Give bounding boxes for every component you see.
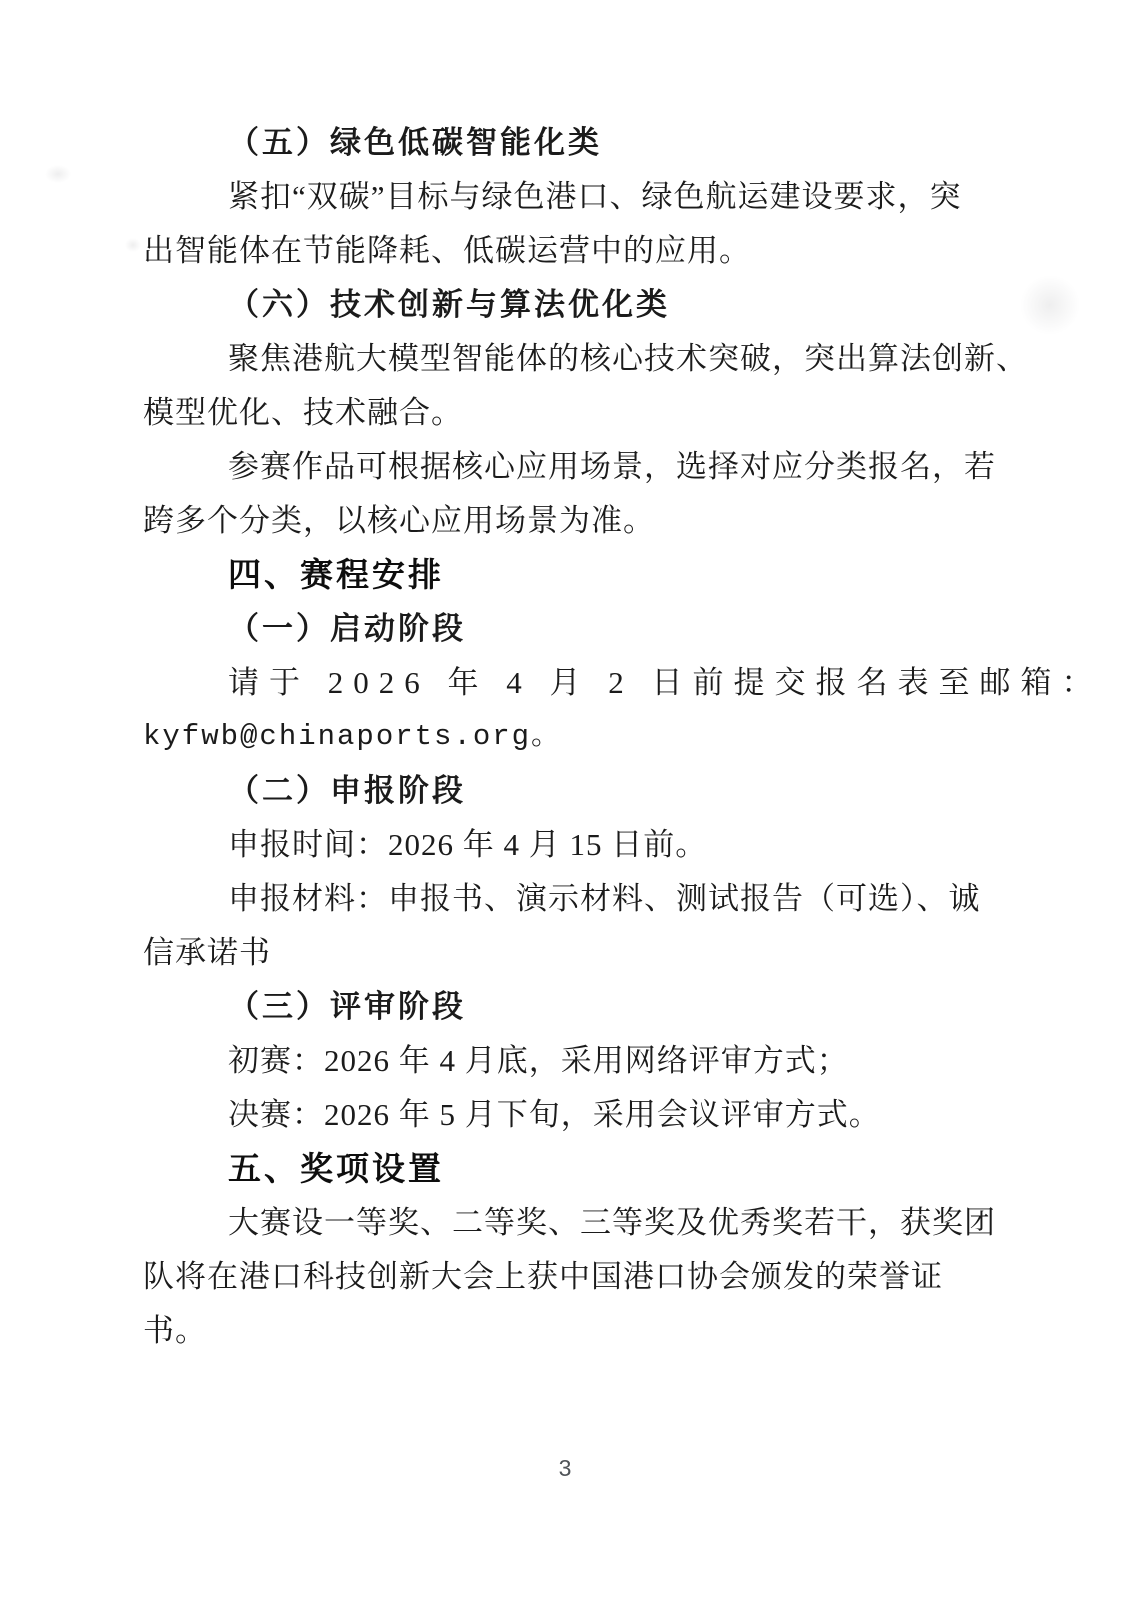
subheading-category-5: （五）绿色低碳智能化类 bbox=[228, 125, 602, 160]
subheading-category-6: （六）技术创新与算法优化类 bbox=[228, 287, 670, 322]
paragraph-awards-line-3: 书。 bbox=[143, 1313, 207, 1348]
heading-section-5-awards: 五、奖项设置 bbox=[228, 1150, 444, 1187]
heading-section-4-schedule: 四、赛程安排 bbox=[228, 556, 444, 593]
scan-smudge bbox=[45, 165, 71, 183]
email-address: kyfwb@chinaports.org。 bbox=[143, 720, 563, 753]
paragraph-final-round: 决赛：2026 年 5 月下旬，采用会议评审方式。 bbox=[228, 1097, 881, 1132]
paragraph-category-6-line-1: 聚焦港航大模型智能体的核心技术突破，突出算法创新、 bbox=[228, 341, 1028, 376]
paragraph-category-5-line-1: 紧扣“双碳”目标与绿色港口、绿色航运建设要求，突 bbox=[228, 179, 962, 214]
paragraph-declare-materials-line-2: 信承诺书 bbox=[143, 935, 271, 970]
paragraph-stage-1-deadline: 请于 2026 年 4 月 2 日前提交报名表至邮箱： bbox=[228, 665, 1103, 700]
scan-smudge bbox=[125, 238, 141, 252]
paragraph-entry-note-line-1: 参赛作品可根据核心应用场景，选择对应分类报名，若 bbox=[228, 449, 996, 484]
subheading-stage-1-launch: （一）启动阶段 bbox=[228, 611, 466, 646]
page-number: 3 bbox=[558, 1455, 572, 1481]
paragraph-category-6-line-2: 模型优化、技术融合。 bbox=[143, 395, 463, 430]
paragraph-declare-materials-line-1: 申报材料：申报书、演示材料、测试报告（可选）、诚 bbox=[228, 881, 981, 916]
document-body bbox=[143, 116, 1103, 1358]
scan-smudge bbox=[1020, 275, 1080, 335]
paragraph-awards-line-2: 队将在港口科技创新大会上获中国港口协会颁发的荣誉证 bbox=[143, 1259, 943, 1294]
paragraph-entry-note-line-2: 跨多个分类，以核心应用场景为准。 bbox=[143, 503, 655, 538]
paragraph-preliminary-round: 初赛：2026 年 4 月底，采用网络评审方式； bbox=[228, 1043, 849, 1078]
paragraph-awards-line-1: 大赛设一等奖、二等奖、三等奖及优秀奖若干，获奖团 bbox=[228, 1205, 996, 1240]
subheading-stage-3-review: （三）评审阶段 bbox=[228, 989, 466, 1024]
paragraph-declare-time: 申报时间：2026 年 4 月 15 日前。 bbox=[228, 827, 708, 862]
subheading-stage-2-declare: （二）申报阶段 bbox=[228, 773, 466, 808]
paragraph-category-5-line-2: 出智能体在节能降耗、低碳运营中的应用。 bbox=[143, 233, 751, 268]
